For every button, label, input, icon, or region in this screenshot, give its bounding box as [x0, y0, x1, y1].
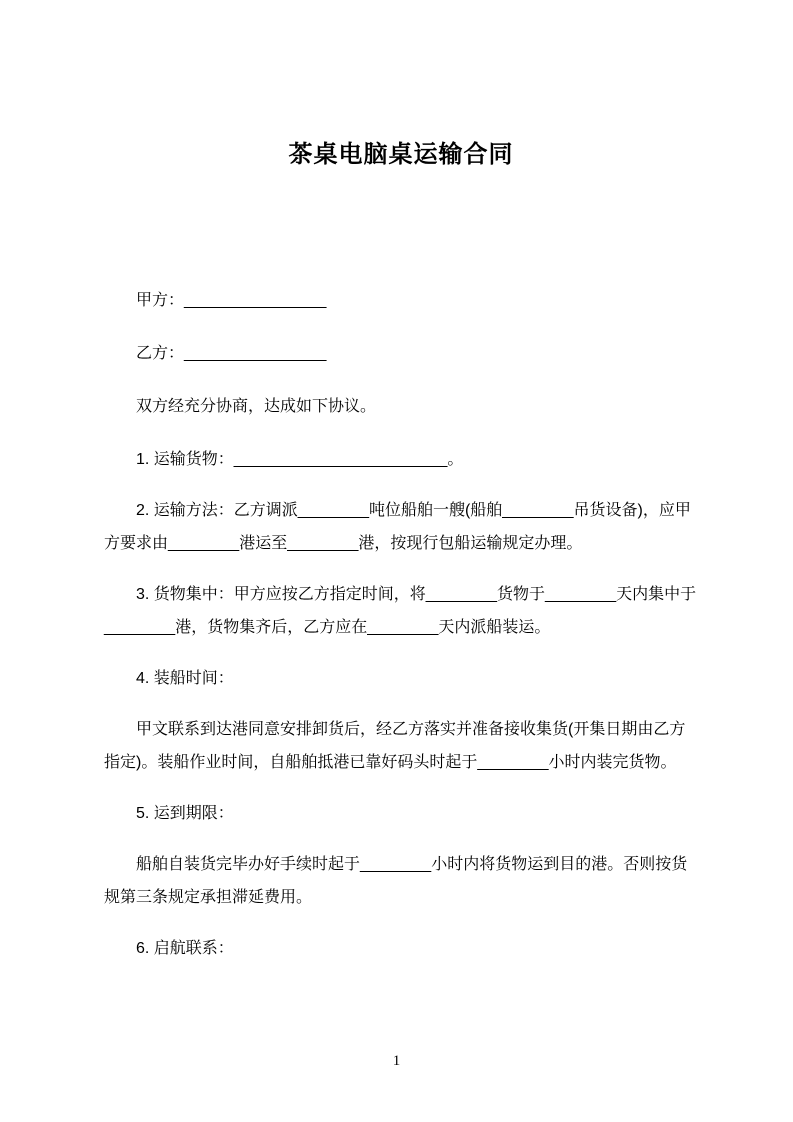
clause-6-departure-contact-heading: 6. 启航联系： — [136, 940, 234, 957]
clause-4-loading-time-body: 甲文联系到达港同意安排卸货后，经乙方落实并准备接收集货(开集日期由乙方指定)。装船作业时间，自船舶抵港已靠好码头时起于________小时内装完货物。 — [104, 721, 686, 771]
page-number: 1 — [392, 1053, 401, 1069]
clause-5-delivery-deadline-heading: 5. 运到期限： — [136, 805, 234, 822]
clause-5-delivery-deadline-body: 船舶自装货完毕办好手续时起于________小时内将货物运到目的港。否则按货规第三条规定承担滞延费用。 — [104, 856, 688, 906]
clause-3-cargo-concentration: 3. 货物集中：甲方应按乙方指定时间，将________货物于________天内集中于________港，货物集齐后，乙方应在________天内派船装运。 — [104, 586, 697, 636]
clause-2-transport-method: 2. 运输方法：乙方调派________吨位船舶一艘(船舶________吊货设备)，应甲方要求由________港运至________港，按现行包船运输规定办理。 — [104, 502, 691, 552]
clause-4-loading-time-heading: 4. 装船时间： — [136, 670, 234, 687]
preamble-line: 双方经充分协商，达成如下协议。 — [136, 398, 377, 415]
party-a-line: 甲方：________________ — [136, 292, 327, 309]
clause-1-goods: 1. 运输货物：________________________。 — [136, 451, 464, 468]
party-b-line: 乙方：________________ — [136, 345, 327, 362]
page-title: 茶桌电脑桌运输合同 — [288, 141, 514, 168]
